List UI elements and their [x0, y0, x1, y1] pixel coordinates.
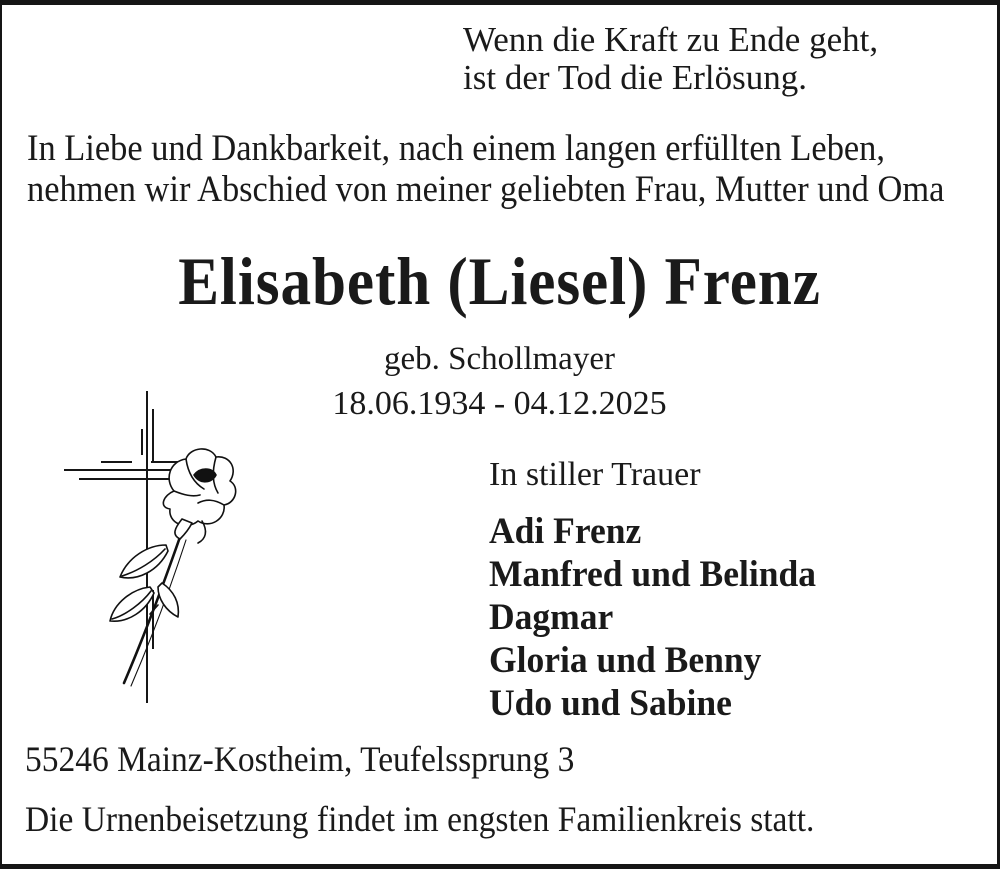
mourner-name: Manfred und Belinda — [489, 554, 816, 595]
intro-text — [27, 128, 944, 210]
mourner-name: Dagmar — [489, 597, 614, 638]
address-line: 55246 Mainz-Kostheim, Teufelssprung 3 — [25, 739, 575, 779]
mourner-name: Udo und Sabine — [489, 683, 732, 724]
cross-rose-icon — [54, 387, 249, 712]
life-dates: 18.06.1934 - 04.12.2025 — [332, 385, 667, 422]
epigraph-line-2: ist der Tod die Erlösung. — [463, 58, 807, 97]
mourner-name: Adi Frenz — [489, 511, 642, 552]
maiden-name: geb. Schollmayer — [384, 341, 615, 377]
mourning-heading: In stiller Trauer — [489, 456, 701, 493]
epigraph-quote — [463, 21, 878, 97]
deceased-name: Elisabeth (Liesel) Frenz — [178, 243, 821, 319]
epigraph-line-1: Wenn die Kraft zu Ende geht, — [463, 20, 879, 59]
mourner-name: Gloria und Benny — [489, 640, 762, 681]
mourner-list — [489, 510, 816, 725]
intro-line-1: In Liebe und Dankbarkeit, nach einem langen erfüllten Leben, — [27, 128, 885, 169]
intro-line-2: nehmen wir Abschied von meiner geliebten Frau, Mutter und Oma — [27, 169, 945, 210]
funeral-note: Die Urnenbeisetzung findet im engsten Familienkreis statt. — [25, 799, 815, 839]
